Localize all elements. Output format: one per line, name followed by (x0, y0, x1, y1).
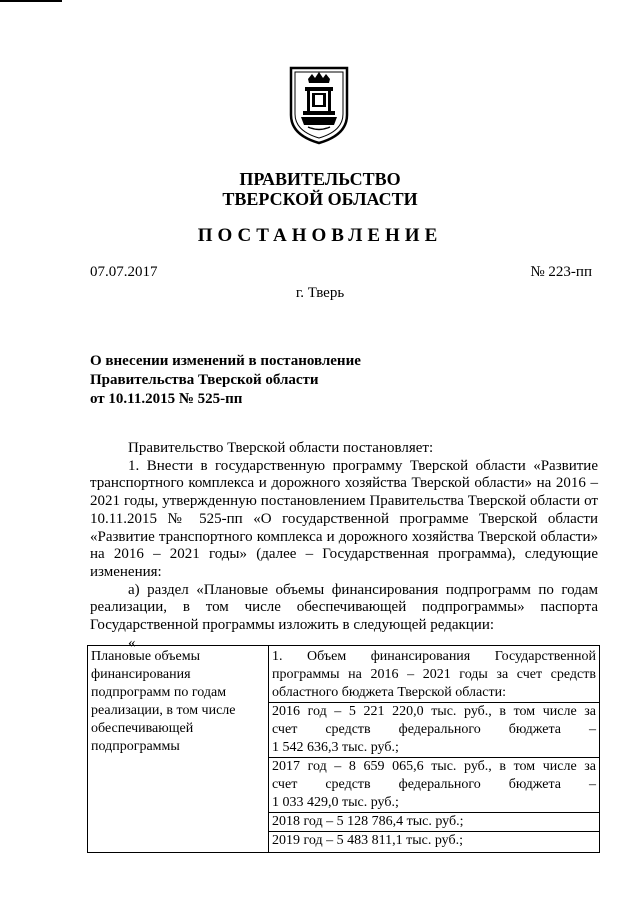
document-body (90, 440, 598, 652)
content-line: 2019 год – 5 483 811,1 тыс. руб.; (269, 831, 599, 850)
table-cell-label (88, 646, 269, 853)
content-line: счет средств федерального бюджета – (272, 777, 596, 792)
content-line: 1 542 636,3 тыс. руб.; (272, 740, 399, 755)
tver-coat-of-arms-icon (288, 65, 350, 145)
body-paragraph: 1. Внести в государственную программу Тверской области «Развитие транспортного комплекса и дорожного хозяйства Тверской области» на 2016 – 2021 годы, утвержденную постановлением Правительства Тверской области от 10.11.2015 № 525-пп «О государственной программе Тверской области «Развитие транспортного комплекса и дорожного хозяйства Тверской области» на 2016 – 2021 годы» (далее – Государственная программа), следующие изменения: (90, 457, 598, 580)
financing-table (87, 645, 600, 853)
document-city: г. Тверь (295, 285, 345, 301)
content-line: областного бюджета Тверской области: (272, 685, 506, 700)
content-line: 1. Объем финансирования Государственной (272, 649, 596, 664)
subject-line: Правительства Тверской области (90, 372, 319, 388)
content-line: счет средств федерального бюджета – (272, 722, 596, 737)
subject-line: О внесении изменений в постановление (90, 353, 361, 369)
table-row (88, 646, 600, 853)
document-number: № 223-пп (530, 264, 592, 280)
body-paragraph: а) раздел «Плановые объемы финансирования подпрограмм по годам реализации, в том числе обеспечивающей подпрограммы» паспорта Государственной программы изложить в следующей редакции: (90, 581, 598, 634)
label-line: подпрограммы (91, 739, 180, 754)
opening-quote: « (128, 634, 136, 651)
label-line: финансирования (91, 667, 191, 682)
subject-line: от 10.11.2015 № 525-пп (90, 391, 243, 407)
content-line: 2016 год – 5 221 220,0 тыс. руб., в том числе за (269, 702, 599, 721)
document-type: ПОСТАНОВЛЕНИЕ (197, 225, 443, 246)
government-title: ПРАВИТЕЛЬСТВО (239, 169, 401, 189)
content-line: программы на 2016 – 2021 годы за счет средств (272, 667, 596, 682)
corner-rule (0, 0, 62, 2)
content-line: 1 033 429,0 тыс. руб.; (272, 795, 399, 810)
table-cell-content (269, 646, 600, 853)
body-paragraph: Правительство Тверской области постановляет: (128, 440, 434, 456)
label-line: подпрограмм по годам (91, 685, 227, 700)
label-line: реализации, в том числе (91, 703, 236, 718)
region-title: ТВЕРСКОЙ ОБЛАСТИ (222, 189, 418, 209)
content-line: 2017 год – 8 659 065,6 тыс. руб., в том числе за (269, 757, 599, 776)
document-date: 07.07.2017 (90, 264, 158, 280)
document-subject (90, 352, 490, 409)
label-line: Плановые объемы (91, 649, 201, 664)
label-line: обеспечивающей (91, 721, 194, 736)
content-line: 2018 год – 5 128 786,4 тыс. руб.; (269, 812, 599, 831)
